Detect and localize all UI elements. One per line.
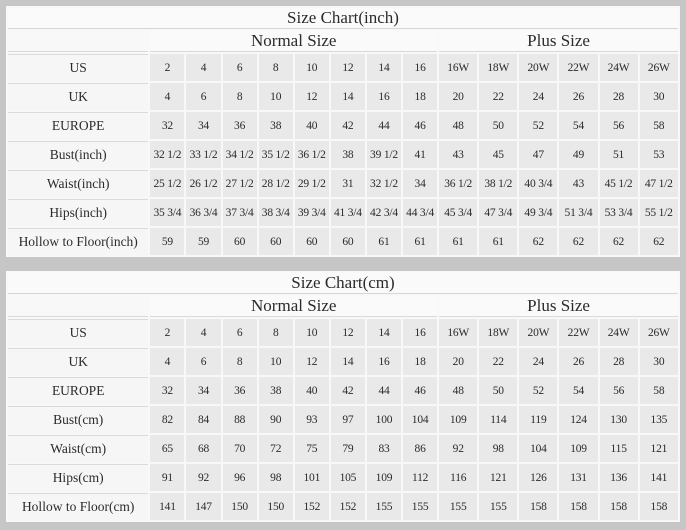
size-cell: 53 3/4 [600, 199, 638, 226]
size-cell: 155 [479, 493, 517, 520]
size-cell: 36 [223, 112, 257, 139]
table-row [8, 493, 678, 520]
size-cell: 46 [403, 112, 437, 139]
size-cell: 55 1/2 [640, 199, 678, 226]
size-cell: 32 [150, 112, 184, 139]
size-cell: 16 [403, 319, 437, 346]
size-cell: 91 [150, 464, 184, 491]
size-cell: 18 [403, 348, 437, 375]
size-cell: 40 [295, 377, 329, 404]
table-row [8, 112, 678, 139]
size-cell: 54 [559, 377, 597, 404]
size-cell: 36 1/2 [439, 170, 477, 197]
size-cell: 150 [259, 493, 293, 520]
size-cell: 39 3/4 [295, 199, 329, 226]
size-cell: 105 [331, 464, 365, 491]
size-cell: 112 [403, 464, 437, 491]
row-label: Waist(inch) [8, 170, 148, 197]
row-label: US [8, 319, 148, 346]
size-cell: 41 [403, 141, 437, 168]
size-cell: 90 [259, 406, 293, 433]
table-title: Size Chart(cm) [8, 273, 678, 294]
size-cell: 45 [479, 141, 517, 168]
size-cell: 40 3/4 [519, 170, 557, 197]
size-cell: 141 [640, 464, 678, 491]
size-cell: 92 [186, 464, 220, 491]
group-header-plus-size: Plus Size [439, 296, 678, 317]
size-cell: 10 [295, 54, 329, 81]
row-label: EUROPE [8, 377, 148, 404]
row-label: Hollow to Floor(cm) [8, 493, 148, 520]
size-cell: 88 [223, 406, 257, 433]
size-cell: 130 [600, 406, 638, 433]
size-cell: 34 [186, 112, 220, 139]
group-header-normal-size: Normal Size [150, 31, 437, 52]
size-cell: 104 [403, 406, 437, 433]
size-cell: 101 [295, 464, 329, 491]
table-row [8, 348, 678, 375]
size-cell: 45 3/4 [439, 199, 477, 226]
size-cell: 136 [600, 464, 638, 491]
table-row [8, 435, 678, 462]
corner-cell [8, 31, 148, 52]
size-cell: 44 3/4 [403, 199, 437, 226]
table-title-row [8, 8, 678, 29]
size-cell: 20W [519, 319, 557, 346]
size-cell: 58 [640, 377, 678, 404]
size-cell: 12 [295, 348, 329, 375]
size-cell: 4 [150, 348, 184, 375]
size-cell: 16W [439, 54, 477, 81]
table-row [8, 406, 678, 433]
size-cell: 31 [331, 170, 365, 197]
size-cell: 46 [403, 377, 437, 404]
row-label: EUROPE [8, 112, 148, 139]
size-cell: 59 [186, 228, 220, 255]
size-cell: 4 [150, 83, 184, 110]
table-row [8, 54, 678, 81]
size-cell: 62 [559, 228, 597, 255]
size-cell: 97 [331, 406, 365, 433]
size-cell: 20W [519, 54, 557, 81]
table-title-row [8, 273, 678, 294]
size-cell: 83 [367, 435, 401, 462]
size-cell: 158 [559, 493, 597, 520]
size-cell: 12 [295, 83, 329, 110]
size-cell: 72 [259, 435, 293, 462]
row-label: Bust(inch) [8, 141, 148, 168]
row-label: Hollow to Floor(inch) [8, 228, 148, 255]
size-cell: 30 [640, 83, 678, 110]
size-cell: 28 [600, 83, 638, 110]
size-cell: 26 [559, 83, 597, 110]
size-cell: 34 [403, 170, 437, 197]
size-cell: 10 [259, 348, 293, 375]
size-cell: 26W [640, 54, 678, 81]
size-cell: 18W [479, 319, 517, 346]
size-cell: 43 [559, 170, 597, 197]
size-cell: 50 [479, 377, 517, 404]
size-cell: 62 [519, 228, 557, 255]
size-cell: 56 [600, 112, 638, 139]
size-cell: 109 [367, 464, 401, 491]
row-label: UK [8, 348, 148, 375]
size-cell: 42 3/4 [367, 199, 401, 226]
size-cell: 38 1/2 [479, 170, 517, 197]
size-cell: 49 3/4 [519, 199, 557, 226]
table-title: Size Chart(inch) [8, 8, 678, 29]
size-cell: 155 [403, 493, 437, 520]
size-cell: 38 [331, 141, 365, 168]
size-cell: 12 [331, 319, 365, 346]
size-cell: 44 [367, 377, 401, 404]
size-cell: 8 [223, 83, 257, 110]
size-cell: 35 3/4 [150, 199, 184, 226]
size-cell: 75 [295, 435, 329, 462]
size-cell: 26W [640, 319, 678, 346]
size-cell: 70 [223, 435, 257, 462]
size-cell: 4 [186, 54, 220, 81]
size-cell: 158 [519, 493, 557, 520]
size-cell: 152 [295, 493, 329, 520]
size-cell: 22 [479, 348, 517, 375]
size-cell: 22 [479, 83, 517, 110]
size-cell: 38 [259, 377, 293, 404]
size-cell: 38 3/4 [259, 199, 293, 226]
size-cell: 53 [640, 141, 678, 168]
size-cell: 44 [367, 112, 401, 139]
table-row [8, 464, 678, 491]
size-cell: 6 [223, 319, 257, 346]
table-row [8, 141, 678, 168]
size-cell: 36 1/2 [295, 141, 329, 168]
size-cell: 65 [150, 435, 184, 462]
size-cell: 152 [331, 493, 365, 520]
size-cell: 16 [403, 54, 437, 81]
size-cell: 36 [223, 377, 257, 404]
row-label: Hips(cm) [8, 464, 148, 491]
size-cell: 158 [640, 493, 678, 520]
size-cell: 28 1/2 [259, 170, 293, 197]
size-cell: 42 [331, 112, 365, 139]
size-cell: 147 [186, 493, 220, 520]
size-cell: 6 [186, 348, 220, 375]
size-cell: 2 [150, 54, 184, 81]
size-cell: 39 1/2 [367, 141, 401, 168]
size-cell: 6 [223, 54, 257, 81]
table-row [8, 228, 678, 255]
size-cell: 8 [259, 54, 293, 81]
size-cell: 62 [640, 228, 678, 255]
size-cell: 52 [519, 377, 557, 404]
size-cell: 96 [223, 464, 257, 491]
size-cell: 47 3/4 [479, 199, 517, 226]
size-cell: 36 3/4 [186, 199, 220, 226]
size-cell: 131 [559, 464, 597, 491]
row-label: US [8, 54, 148, 81]
size-chart-cm-table [6, 271, 680, 522]
group-header-row [8, 31, 678, 52]
size-cell: 26 [559, 348, 597, 375]
size-cell: 20 [439, 348, 477, 375]
size-cell: 27 1/2 [223, 170, 257, 197]
size-cell: 51 [600, 141, 638, 168]
size-cell: 121 [479, 464, 517, 491]
size-cell: 116 [439, 464, 477, 491]
size-cell: 86 [403, 435, 437, 462]
size-cell: 32 1/2 [367, 170, 401, 197]
row-label: Waist(cm) [8, 435, 148, 462]
size-cell: 40 [295, 112, 329, 139]
size-cell: 48 [439, 112, 477, 139]
size-cell: 14 [331, 348, 365, 375]
size-cell: 52 [519, 112, 557, 139]
size-cell: 158 [600, 493, 638, 520]
size-cell: 92 [439, 435, 477, 462]
size-cell: 16 [367, 348, 401, 375]
size-cell: 98 [479, 435, 517, 462]
table-row [8, 319, 678, 346]
size-cell: 48 [439, 377, 477, 404]
size-cell: 10 [295, 319, 329, 346]
size-cell: 6 [186, 83, 220, 110]
size-cell: 60 [223, 228, 257, 255]
size-cell: 59 [150, 228, 184, 255]
size-cell: 150 [223, 493, 257, 520]
size-cell: 56 [600, 377, 638, 404]
size-cell: 84 [186, 406, 220, 433]
size-cell: 100 [367, 406, 401, 433]
size-cell: 115 [600, 435, 638, 462]
size-cell: 98 [259, 464, 293, 491]
size-cell: 61 [479, 228, 517, 255]
size-cell: 104 [519, 435, 557, 462]
size-cell: 60 [331, 228, 365, 255]
size-cell: 61 [439, 228, 477, 255]
size-cell: 26 1/2 [186, 170, 220, 197]
size-cell: 10 [259, 83, 293, 110]
size-cell: 58 [640, 112, 678, 139]
size-cell: 93 [295, 406, 329, 433]
size-cell: 22W [559, 54, 597, 81]
size-cell: 60 [259, 228, 293, 255]
size-cell: 121 [640, 435, 678, 462]
size-cell: 61 [403, 228, 437, 255]
size-cell: 32 [150, 377, 184, 404]
size-cell: 68 [186, 435, 220, 462]
size-cell: 16W [439, 319, 477, 346]
size-cell: 54 [559, 112, 597, 139]
size-cell: 33 1/2 [186, 141, 220, 168]
size-cell: 114 [479, 406, 517, 433]
size-cell: 62 [600, 228, 638, 255]
size-cell: 135 [640, 406, 678, 433]
size-cell: 43 [439, 141, 477, 168]
size-cell: 16 [367, 83, 401, 110]
size-cell: 50 [479, 112, 517, 139]
size-cell: 30 [640, 348, 678, 375]
size-cell: 8 [223, 348, 257, 375]
size-cell: 24W [600, 54, 638, 81]
table-row [8, 377, 678, 404]
size-cell: 14 [367, 54, 401, 81]
size-cell: 141 [150, 493, 184, 520]
size-cell: 24W [600, 319, 638, 346]
table-row [8, 83, 678, 110]
size-cell: 28 [600, 348, 638, 375]
size-cell: 18 [403, 83, 437, 110]
row-label: UK [8, 83, 148, 110]
size-cell: 41 3/4 [331, 199, 365, 226]
row-label: Hips(inch) [8, 199, 148, 226]
size-cell: 22W [559, 319, 597, 346]
size-cell: 47 1/2 [640, 170, 678, 197]
size-cell: 42 [331, 377, 365, 404]
size-cell: 51 3/4 [559, 199, 597, 226]
size-cell: 126 [519, 464, 557, 491]
size-cell: 45 1/2 [600, 170, 638, 197]
size-cell: 14 [331, 83, 365, 110]
group-header-plus-size: Plus Size [439, 31, 678, 52]
size-cell: 61 [367, 228, 401, 255]
size-cell: 60 [295, 228, 329, 255]
size-cell: 24 [519, 348, 557, 375]
size-cell: 32 1/2 [150, 141, 184, 168]
corner-cell [8, 296, 148, 317]
size-cell: 47 [519, 141, 557, 168]
size-cell: 109 [439, 406, 477, 433]
size-cell: 34 1/2 [223, 141, 257, 168]
size-chart-inch-table [6, 6, 680, 257]
table-row [8, 199, 678, 226]
size-cell: 119 [519, 406, 557, 433]
table-row [8, 170, 678, 197]
size-cell: 124 [559, 406, 597, 433]
size-cell: 34 [186, 377, 220, 404]
size-cell: 38 [259, 112, 293, 139]
size-cell: 2 [150, 319, 184, 346]
size-cell: 20 [439, 83, 477, 110]
size-cell: 37 3/4 [223, 199, 257, 226]
group-header-row [8, 296, 678, 317]
row-label: Bust(cm) [8, 406, 148, 433]
size-cell: 14 [367, 319, 401, 346]
size-cell: 18W [479, 54, 517, 81]
size-cell: 35 1/2 [259, 141, 293, 168]
size-cell: 25 1/2 [150, 170, 184, 197]
size-cell: 109 [559, 435, 597, 462]
size-cell: 82 [150, 406, 184, 433]
size-cell: 12 [331, 54, 365, 81]
size-cell: 24 [519, 83, 557, 110]
size-cell: 79 [331, 435, 365, 462]
group-header-normal-size: Normal Size [150, 296, 437, 317]
size-cell: 29 1/2 [295, 170, 329, 197]
size-cell: 155 [439, 493, 477, 520]
size-cell: 155 [367, 493, 401, 520]
size-cell: 8 [259, 319, 293, 346]
size-cell: 4 [186, 319, 220, 346]
size-cell: 49 [559, 141, 597, 168]
